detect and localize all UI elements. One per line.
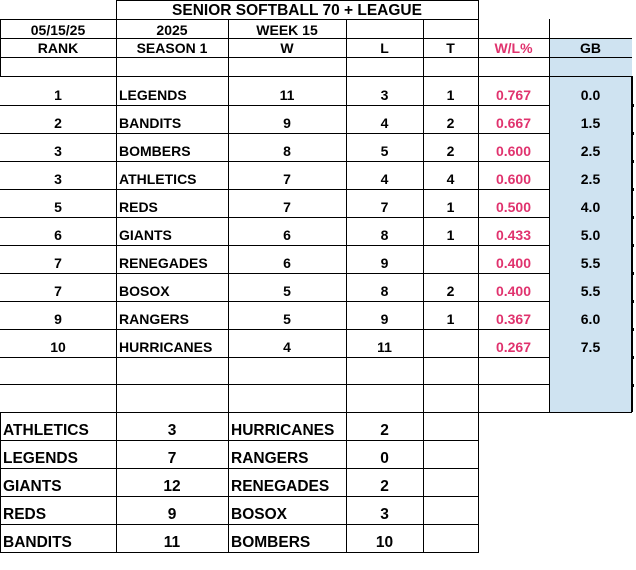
- standings-cell-w: 11: [279, 87, 295, 103]
- league-title: SENIOR SOFTBALL 70 + LEAGUE: [172, 2, 422, 19]
- game-cell-team-b: BOMBERS: [231, 534, 311, 551]
- grid-hline: [0, 19, 478, 20]
- standings-cell-team: RENEGADES: [119, 255, 208, 271]
- grid-hline: [0, 273, 549, 274]
- standings-cell-w: 6: [283, 255, 291, 271]
- grid-hline: [0, 524, 478, 525]
- grid-vline: [423, 19, 424, 412]
- standings-cell-t: 2: [446, 115, 455, 131]
- border-tick: [631, 244, 634, 247]
- border-tick: [631, 216, 634, 219]
- standings-cell-w: 8: [283, 143, 291, 159]
- standings-cell-team: ATHLETICS: [119, 171, 197, 187]
- grid-hline: [0, 57, 632, 58]
- game-cell-score-a: 7: [167, 450, 177, 467]
- border-tick: [631, 328, 634, 331]
- grid-vline: [346, 19, 347, 412]
- col-gb-header: GB: [580, 40, 601, 56]
- grid-vline: [423, 412, 424, 553]
- col-t-header: T: [446, 40, 455, 56]
- game-cell-team-b: RENEGADES: [231, 478, 330, 495]
- grid-hline: [0, 76, 632, 77]
- grid-hline: [0, 412, 632, 413]
- col-pct-header: W/L%: [494, 40, 533, 56]
- grid-hline: [0, 245, 549, 246]
- grid-hline: [0, 217, 549, 218]
- standings-cell-pct: 0.667: [495, 115, 532, 131]
- standings-cell-gb: 1.5: [580, 115, 601, 131]
- border-tick: [631, 160, 634, 163]
- standings-cell-w: 6: [283, 227, 291, 243]
- standings-cell-pct: 0.367: [495, 311, 532, 327]
- standings-cell-w: 4: [283, 339, 291, 355]
- grid-hline: [0, 329, 549, 330]
- standings-cell-gb: 2.5: [580, 143, 601, 159]
- border-tick: [631, 356, 634, 359]
- grid-hline: [0, 161, 549, 162]
- season-year: 2025: [156, 22, 188, 38]
- border-tick: [631, 300, 634, 303]
- standings-cell-t: 1: [446, 199, 455, 215]
- game-cell-score-b: 2: [380, 478, 389, 495]
- border-tick: [631, 384, 634, 387]
- grid-hline: [0, 105, 549, 106]
- game-cell-score-b: 0: [380, 450, 389, 467]
- standings-cell-t: 1: [446, 227, 455, 243]
- game-cell-team-a: REDS: [3, 506, 47, 523]
- standings-cell-pct: 0.600: [495, 171, 532, 187]
- game-cell-team-a: GIANTS: [3, 478, 62, 495]
- standings-cell-gb: 4.0: [580, 199, 601, 215]
- game-cell-score-b: 2: [380, 422, 389, 439]
- standings-cell-w: 5: [283, 311, 291, 327]
- game-cell-score-a: 12: [163, 478, 181, 495]
- grid-vline: [0, 19, 1, 76]
- game-cell-score-b: 10: [375, 534, 394, 551]
- grid-vline: [478, 19, 479, 412]
- standings-cell-pct: 0.267: [495, 339, 532, 355]
- standings-cell-t: 2: [446, 143, 455, 159]
- standings-cell-pct: 0.767: [495, 87, 532, 103]
- grid-hline: [0, 38, 632, 39]
- week-label: WEEK 15: [256, 22, 318, 38]
- standings-cell-w: 7: [283, 171, 291, 187]
- standings-cell-t: 1: [446, 311, 455, 327]
- standings-cell-rank: 1: [54, 87, 62, 103]
- grid-hline: [0, 552, 478, 553]
- grid-vline: [228, 19, 229, 412]
- grid-vline: [478, 0, 479, 20]
- game-cell-score-a: 11: [163, 534, 181, 551]
- standings-cell-rank: 7: [54, 255, 62, 271]
- standings-cell-pct: 0.433: [495, 227, 532, 243]
- standings-cell-team: RANGERS: [119, 311, 190, 327]
- standings-cell-t: 1: [446, 87, 455, 103]
- standings-cell-rank: 10: [50, 339, 66, 355]
- grid-vline: [116, 412, 117, 553]
- grid-hline: [0, 468, 478, 469]
- game-cell-team-b: HURRICANES: [231, 422, 335, 439]
- game-cell-team-a: LEGENDS: [3, 450, 78, 467]
- col-season-header: SEASON 1: [136, 40, 208, 56]
- standings-cell-pct: 0.500: [495, 199, 532, 215]
- standings-cell-gb: 5.5: [580, 283, 601, 299]
- border-tick: [631, 132, 634, 135]
- standings-cell-l: 8: [380, 283, 389, 299]
- game-cell-team-b: BOSOX: [231, 506, 287, 523]
- standings-cell-rank: 2: [54, 115, 62, 131]
- standings-cell-l: 3: [380, 87, 389, 103]
- standings-cell-l: 4: [380, 115, 389, 131]
- grid-hline: [0, 133, 549, 134]
- standings-cell-l: 5: [380, 143, 389, 159]
- standings-cell-gb: 2.5: [580, 171, 601, 187]
- standings-cell-l: 4: [380, 171, 389, 187]
- grid-hline: [0, 384, 549, 385]
- col-l-header: L: [380, 40, 389, 56]
- standings-cell-pct: 0.400: [495, 283, 532, 299]
- standings-cell-w: 5: [283, 283, 291, 299]
- standings-cell-rank: 5: [54, 199, 62, 215]
- standings-cell-rank: 6: [54, 227, 62, 243]
- standings-cell-gb: 7.5: [580, 339, 601, 355]
- border-tick: [631, 188, 634, 191]
- standings-cell-rank: 7: [54, 283, 62, 299]
- standings-cell-rank: 3: [54, 143, 62, 159]
- grid-vline: [0, 412, 1, 553]
- standings-cell-w: 7: [283, 199, 291, 215]
- game-cell-score-b: 3: [380, 506, 389, 523]
- grid-vline: [228, 412, 229, 553]
- col-w-header: W: [280, 40, 294, 56]
- standings-cell-rank: 3: [54, 171, 62, 187]
- grid-hline: [0, 301, 549, 302]
- standings-cell-team: BANDITS: [119, 115, 182, 131]
- report-date: 05/15/25: [30, 22, 86, 38]
- grid-hline: [116, 0, 478, 1]
- grid-vline: [116, 0, 117, 20]
- standings-cell-team: GIANTS: [119, 227, 172, 243]
- standings-cell-gb: 6.0: [580, 311, 601, 327]
- grid-vline: [116, 19, 117, 412]
- grid-vline: [478, 412, 479, 553]
- standings-cell-rank: 9: [54, 311, 62, 327]
- standings-cell-team: BOSOX: [119, 283, 170, 299]
- standings-cell-l: 7: [380, 199, 389, 215]
- border-tick: [631, 272, 634, 275]
- col-rank-header: RANK: [37, 40, 79, 56]
- game-cell-score-a: 9: [167, 506, 177, 523]
- grid-vline: [549, 19, 550, 412]
- standings-cell-w: 9: [283, 115, 291, 131]
- standings-cell-pct: 0.400: [495, 255, 532, 271]
- grid-hline: [0, 189, 549, 190]
- game-cell-team-a: BANDITS: [3, 534, 72, 551]
- standings-cell-team: HURRICANES: [119, 339, 213, 355]
- game-cell-score-a: 3: [167, 422, 177, 439]
- standings-cell-team: LEGENDS: [119, 87, 187, 103]
- border-tick: [631, 104, 634, 107]
- game-cell-team-b: RANGERS: [231, 450, 309, 467]
- standings-cell-l: 9: [380, 311, 389, 327]
- standings-cell-gb: 5.0: [580, 227, 601, 243]
- standings-cell-t: 4: [446, 171, 455, 187]
- standings-cell-pct: 0.600: [495, 143, 532, 159]
- standings-cell-gb: 0.0: [580, 87, 601, 103]
- standings-cell-l: 8: [380, 227, 389, 243]
- grid-hline: [0, 357, 549, 358]
- standings-cell-t: 2: [446, 283, 455, 299]
- standings-cell-gb: 5.5: [580, 255, 601, 271]
- grid-vline: [346, 412, 347, 553]
- grid-hline: [0, 496, 478, 497]
- standings-cell-l: 11: [377, 339, 392, 355]
- standings-cell-team: BOMBERS: [119, 143, 191, 159]
- game-cell-team-a: ATHLETICS: [3, 422, 89, 439]
- standings-cell-l: 9: [380, 255, 389, 271]
- standings-cell-team: REDS: [119, 199, 158, 215]
- grid-hline: [0, 440, 478, 441]
